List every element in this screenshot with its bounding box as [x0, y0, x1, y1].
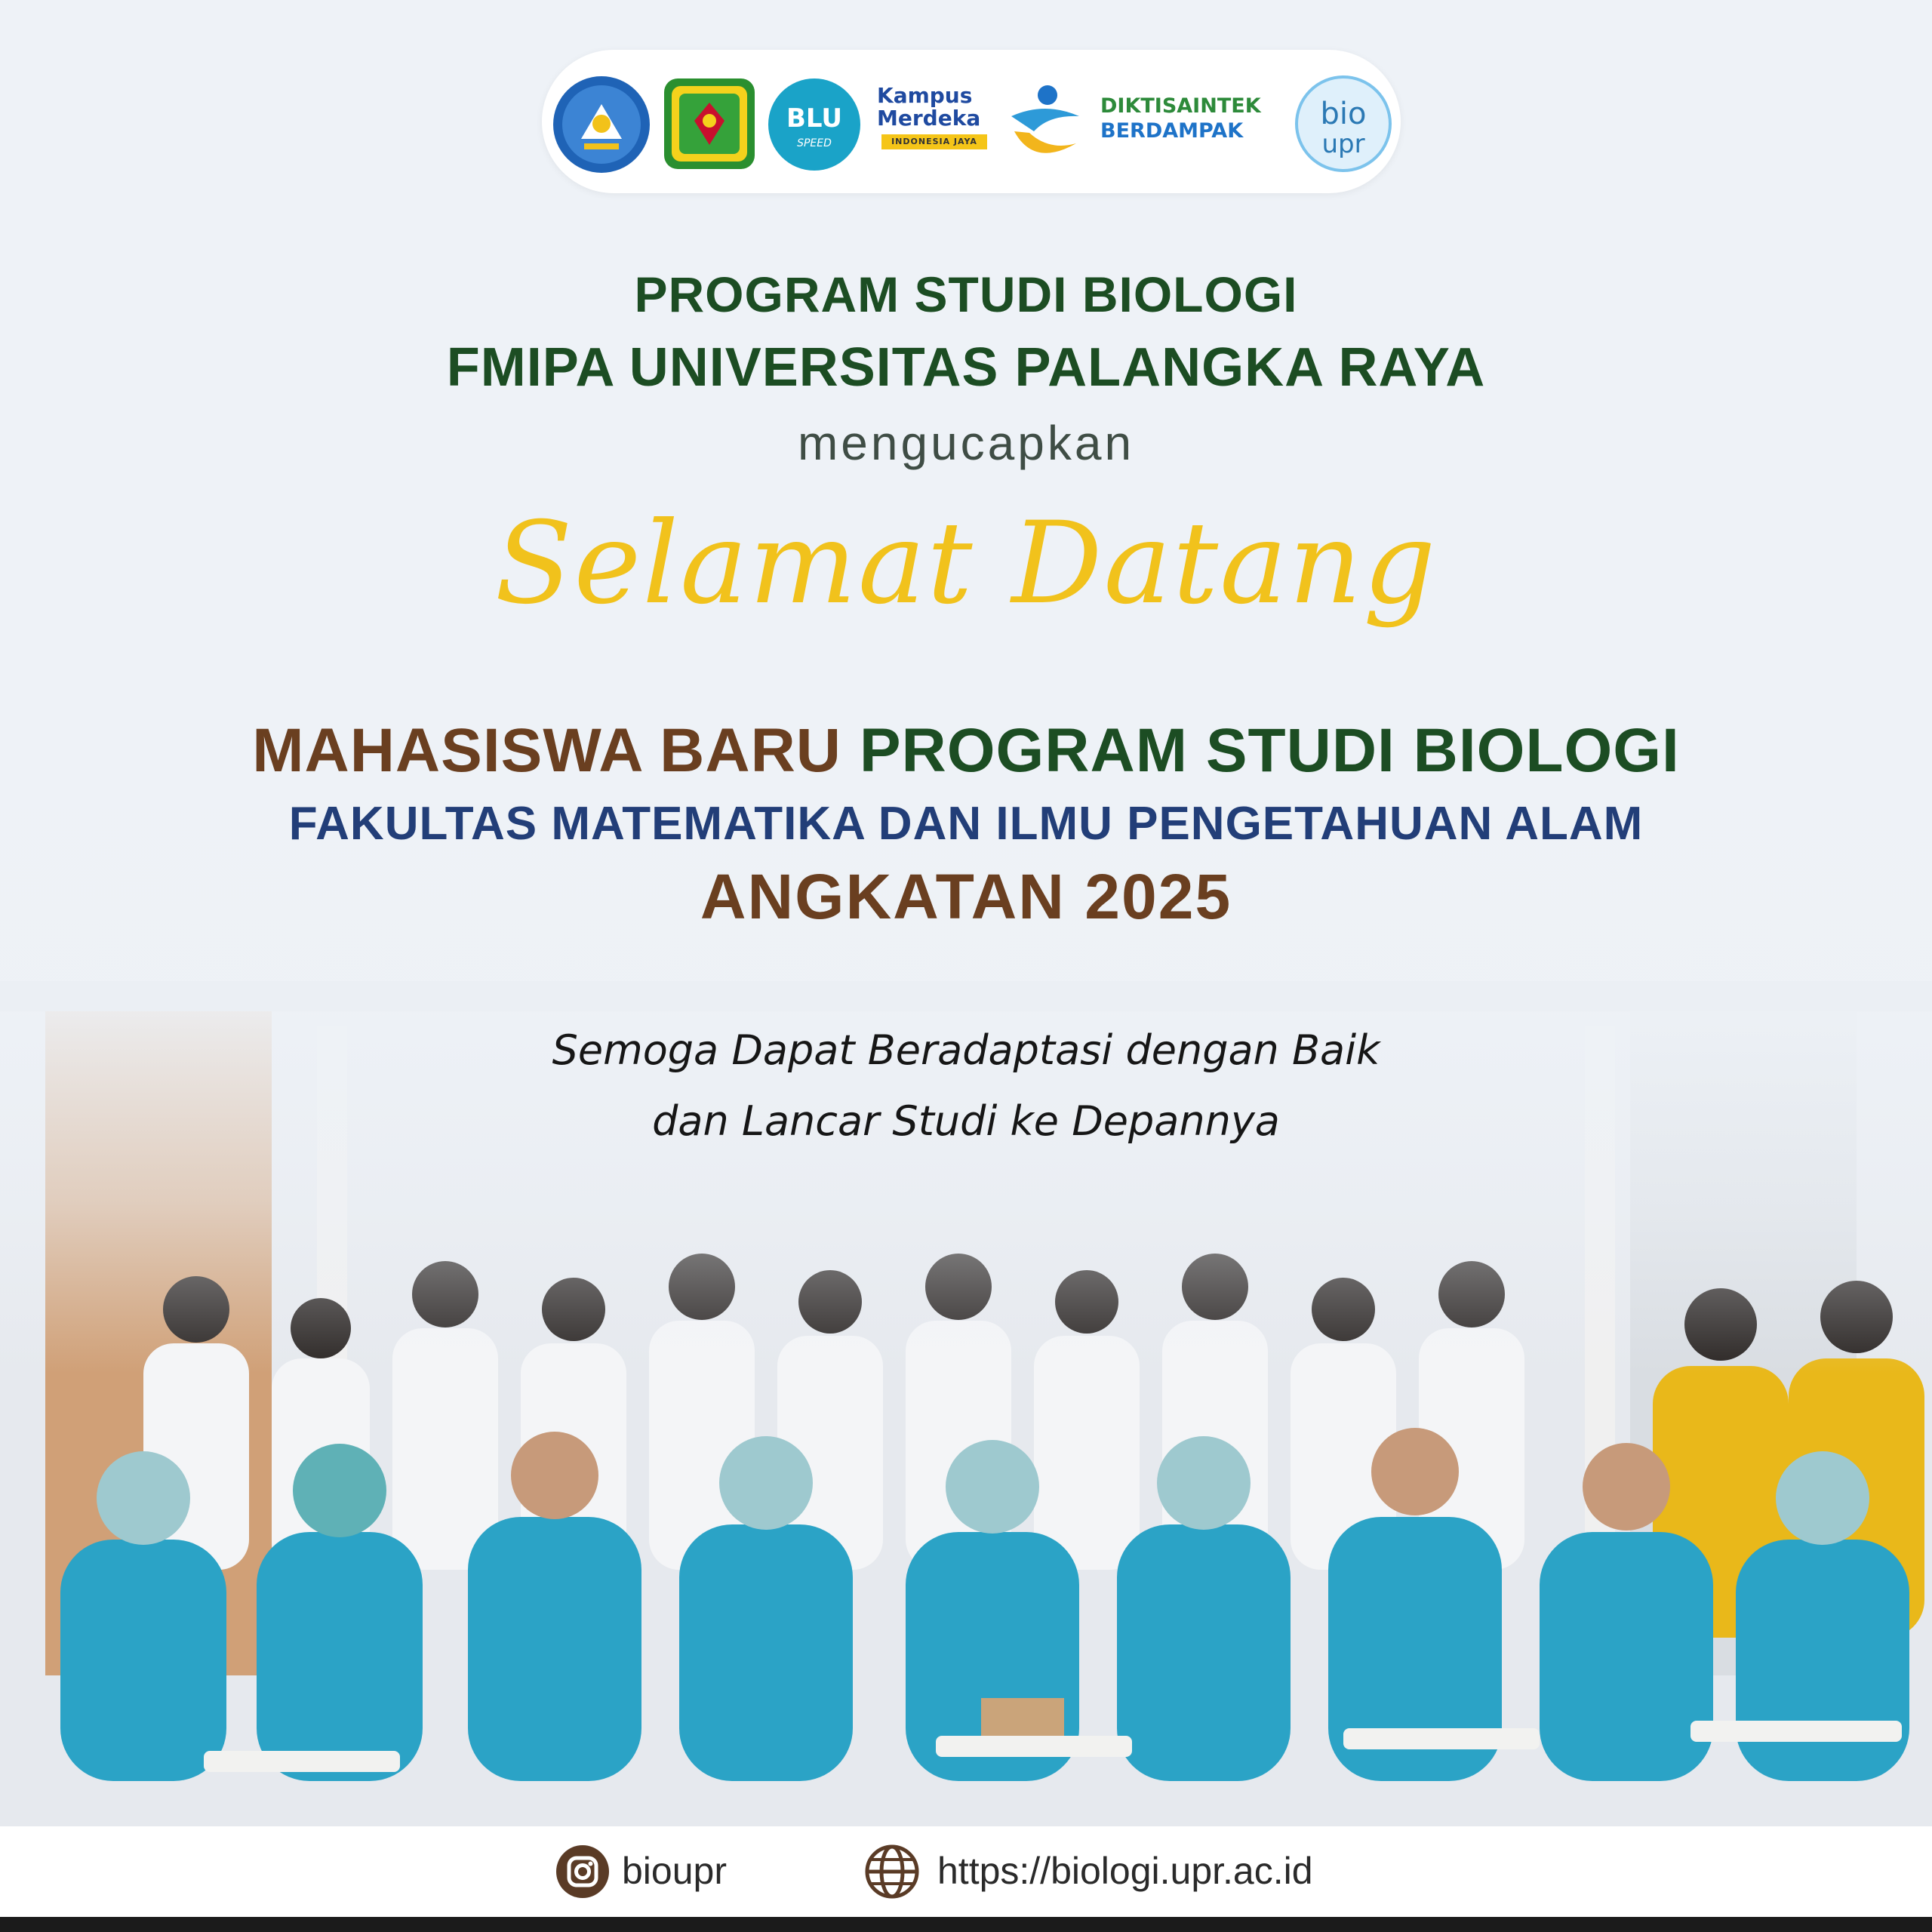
mengucapkan-text: mengucapkan — [797, 416, 1135, 470]
new-students-program: PROGRAM STUDI BIOLOGI — [859, 716, 1680, 785]
diktisaintek-line: DIKTISAINTEK — [1100, 94, 1261, 118]
universitas-palangka-raya-crest-icon — [661, 75, 758, 172]
blu-speed-logo-icon — [767, 77, 862, 172]
kampus-merdeka-tagline: INDONESIA JAYA — [881, 134, 987, 149]
tut-wuri-handayani-logo-icon — [551, 74, 652, 175]
faculty-full-name: FAKULTAS MATEMATIKA DAN ILMU PENGETAHUAN ALAM — [288, 798, 1644, 850]
bio-upr-logo-icon — [1295, 75, 1392, 172]
footer-bottom-strip — [0, 1917, 1932, 1932]
faculty-university-title: FMIPA UNIVERSITAS PALANGKA RAYA — [446, 337, 1486, 398]
website-url: https://biologi.upr.ac.id — [937, 1850, 1313, 1892]
svg-text:BLU: BLU — [786, 103, 842, 134]
svg-text:bio: bio — [1320, 97, 1367, 131]
svg-text:upr: upr — [1321, 129, 1365, 159]
wish-line-1: Semoga Dapat Beradaptasi dengan Baik — [552, 1026, 1380, 1074]
diktisaintek-berdampak-logo-icon — [1100, 94, 1281, 143]
merdeka-line: Merdeka — [877, 106, 981, 131]
instagram-handle: bioupr — [622, 1850, 727, 1892]
svg-text:SPEED: SPEED — [797, 137, 832, 149]
new-students-label: MAHASISWA BARU — [252, 716, 842, 785]
wish-line-2: dan Lancar Studi ke Depannya — [652, 1097, 1280, 1145]
new-students-title — [0, 715, 1932, 786]
website-link[interactable] — [865, 1844, 1393, 1899]
cohort-year: ANGKATAN 2025 — [700, 861, 1232, 932]
instagram-icon — [555, 1844, 610, 1902]
kampus-merdeka-logo-icon — [877, 85, 990, 130]
berdampak-line: BERDAMPAK — [1100, 119, 1244, 143]
welcome-script-title: Selamat Datang — [494, 498, 1438, 629]
globe-icon — [865, 1844, 919, 1902]
instagram-link[interactable] — [555, 1844, 782, 1899]
diktisaintek-swirl-icon — [1004, 78, 1087, 169]
kampus-line: Kampus — [877, 83, 973, 108]
program-title: PROGRAM STUDI BIOLOGI — [634, 266, 1298, 322]
